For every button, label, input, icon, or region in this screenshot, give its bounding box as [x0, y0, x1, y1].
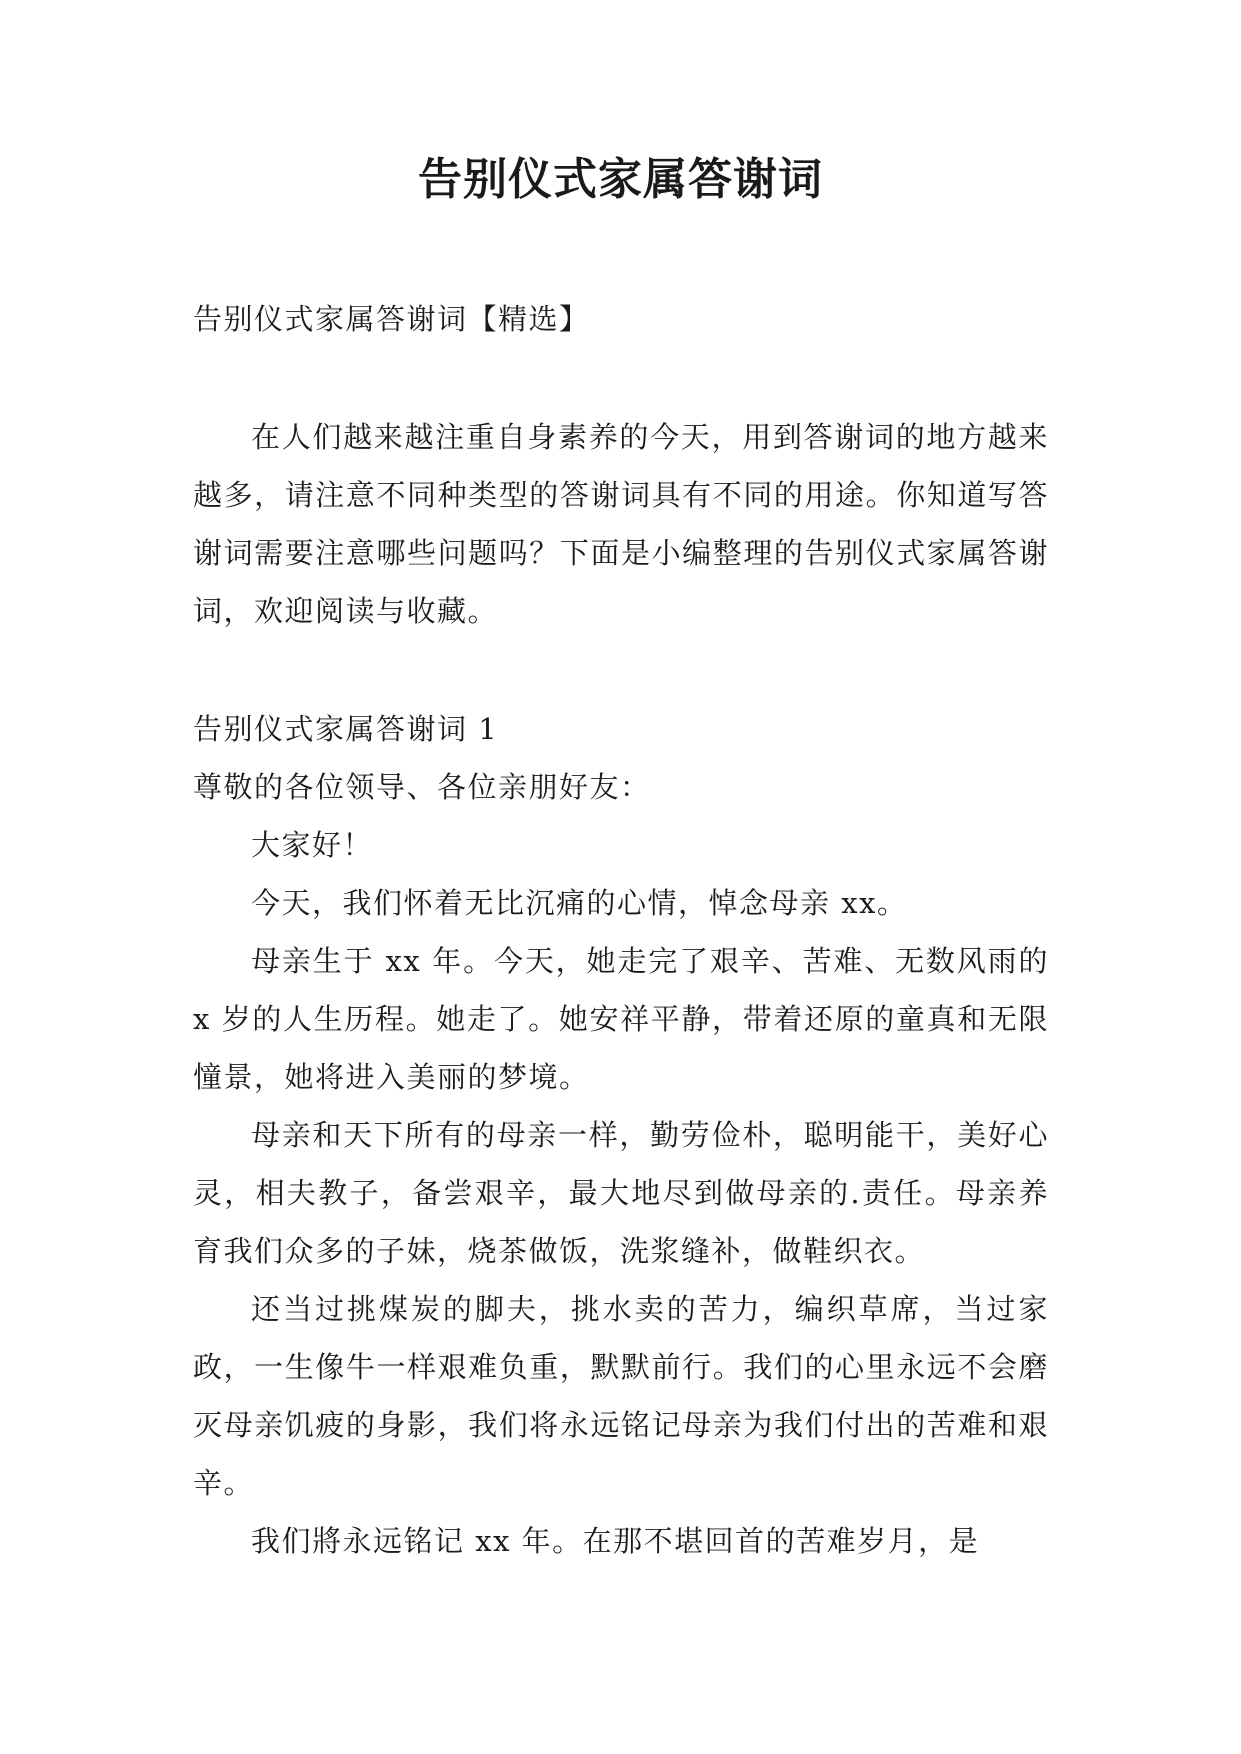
document-body: [193, 290, 1049, 1570]
body-paragraph: 今天，我们怀着无比沉痛的心情，悼念母亲 xx。: [251, 886, 908, 920]
body-paragraph: 还当过挑煤炭的脚夫，挑水卖的苦力，编织草席，当过家政，一生像牛一样艰难负重，默默前行。我们的心里永远不会磨灭母亲饥疲的身影，我们将永远铭记母亲为我们付出的苦难和艰辛。: [193, 1292, 1049, 1500]
section-heading: 告别仪式家属答谢词 1: [193, 712, 499, 746]
body-paragraph: 母亲和天下所有的母亲一样，勤劳俭朴，聪明能干，美好心灵，相夫教子，备尝艰辛，最大地尽到做母亲的.责任。母亲养育我们众多的子妹，烧茶做饭，洗浆缝补，做鞋织衣。: [193, 1118, 1049, 1268]
salutation: 尊敬的各位领导、各位亲朋好友：: [193, 770, 651, 804]
document-title: 告别仪式家属答谢词: [418, 154, 823, 205]
greeting: 大家好！: [251, 828, 374, 862]
body-paragraph: 母亲生于 xx 年。今天，她走完了艰辛、苦难、无数风雨的 x 岁的人生历程。她走了。她安祥平静，带着还原的童真和无限憧景，她将进入美丽的梦境。: [193, 944, 1049, 1094]
intro-paragraph: 在人们越来越注重自身素养的今天，用到答谢词的地方越来越多，请注意不同种类型的答谢词具有不同的用途。你知道写答谢词需要注意哪些问题吗？下面是小编整理的告别仪式家属答谢词，欢迎阅读与收藏。: [193, 420, 1049, 628]
body-paragraph: 我们將永远铭记 xx 年。在那不堪回首的苦难岁月，是: [251, 1524, 980, 1558]
document-subtitle: 告别仪式家属答谢词【精选】: [193, 302, 590, 336]
